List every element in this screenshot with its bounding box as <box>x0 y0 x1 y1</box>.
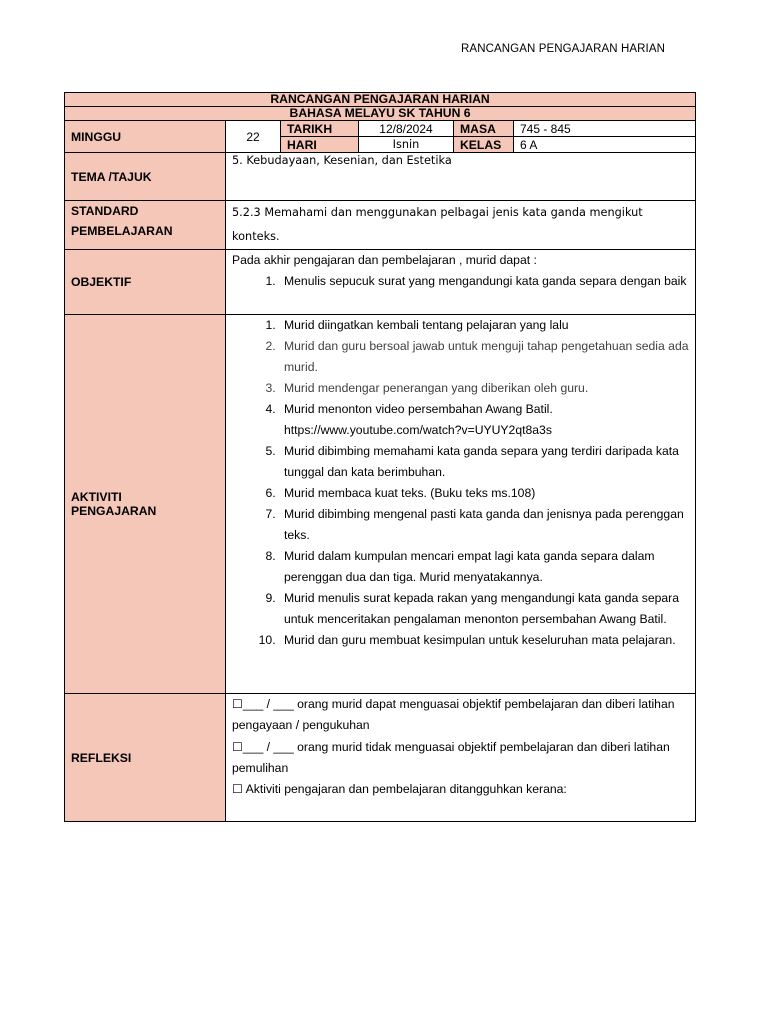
aktiviti-list <box>232 315 689 651</box>
list-item: 5. Murid dibimbing memahami kata ganda separa yang terdiri daripada kata tunggal dan kata berimbuhan. <box>279 441 689 483</box>
standard-value: 5.2.3 Memahami dan menggunakan pelbagai jenis kata ganda mengikut konteks. <box>226 201 696 250</box>
masa-value: 745 - 845 <box>514 121 696 137</box>
standard-label <box>65 201 226 250</box>
tema-value: 5. Kebudayaan, Kesenian, dan Estetika <box>226 153 696 201</box>
standard-label-line1: STANDARD <box>71 204 139 218</box>
lesson-plan-table <box>64 92 696 822</box>
refleksi-label: REFLEKSI <box>65 694 226 822</box>
minggu-label: MINGGU <box>65 121 226 153</box>
kelas-value: 6 A <box>514 137 696 153</box>
list-item: 4. Murid menonton video persembahan Awang Batil. https://www.youtube.com/watch?v=UYUY2qt8a3s <box>279 399 689 441</box>
objektif-list <box>232 271 689 292</box>
tarikh-label: TARIKH <box>281 121 359 137</box>
refleksi-line: ☐___ / ___ orang murid tidak menguasai objektif pembelajaran dan diberi latihan pemulihan <box>232 739 670 775</box>
list-item: 1. Murid diingatkan kembali tentang pelajaran yang lalu <box>279 315 689 336</box>
list-item: 9. Murid menulis surat kepada rakan yang mengandungi kata ganda separa untuk menceritakan pengalaman menonton persembahan Awang Batil. <box>279 588 689 630</box>
objektif-intro: Pada akhir pengajaran dan pembelajaran , murid dapat : <box>232 253 537 267</box>
table-subtitle: BAHASA MELAYU SK TAHUN 6 <box>65 107 696 121</box>
list-item: 1. Menulis sepucuk surat yang mengandungi kata ganda separa dengan baik <box>279 271 689 292</box>
aktiviti-label-line1: AKTIVITI <box>71 490 122 504</box>
minggu-value: 22 <box>226 121 281 153</box>
tema-label: TEMA /TAJUK <box>65 153 226 201</box>
refleksi-content <box>226 694 696 822</box>
refleksi-line: ☐___ / ___ orang murid dapat menguasai objektif pembelajaran dan diberi latihan pengayaan / pengukuhan <box>232 697 675 733</box>
hari-value: Isnin <box>359 137 454 153</box>
tarikh-value: 12/8/2024 <box>359 121 454 137</box>
aktiviti-label-line2: PENGAJARAN <box>71 504 157 518</box>
table-title: RANCANGAN PENGAJARAN HARIAN <box>65 93 696 107</box>
page-header: RANCANGAN PENGAJARAN HARIAN <box>461 43 665 55</box>
list-item: 3. Murid mendengar penerangan yang diberikan oleh guru. <box>279 378 689 399</box>
kelas-label: KELAS <box>454 137 514 153</box>
refleksi-line: ☐ Aktiviti pengajaran dan pembelajaran ditangguhkan kerana: <box>232 782 567 797</box>
list-item: 8. Murid dalam kumpulan mencari empat lagi kata ganda separa dalam perenggan dua dan tiga. Murid menyatakannya. <box>279 546 689 588</box>
list-item: 6. Murid membaca kuat teks. (Buku teks ms.108) <box>279 483 689 504</box>
aktiviti-content <box>226 315 696 694</box>
hari-label: HARI <box>281 137 359 153</box>
masa-label: MASA <box>454 121 514 137</box>
aktiviti-label <box>65 315 226 694</box>
objektif-label: OBJEKTIF <box>65 250 226 315</box>
standard-label-line2: PEMBELAJARAN <box>71 224 173 238</box>
objektif-content <box>226 250 696 315</box>
list-item: 10. Murid dan guru membuat kesimpulan untuk keseluruhan mata pelajaran. <box>279 630 689 651</box>
list-item: 2. Murid dan guru bersoal jawab untuk menguji tahap pengetahuan sedia ada murid. <box>279 336 689 378</box>
list-item: 7. Murid dibimbing mengenal pasti kata ganda dan jenisnya pada perenggan teks. <box>279 504 689 546</box>
